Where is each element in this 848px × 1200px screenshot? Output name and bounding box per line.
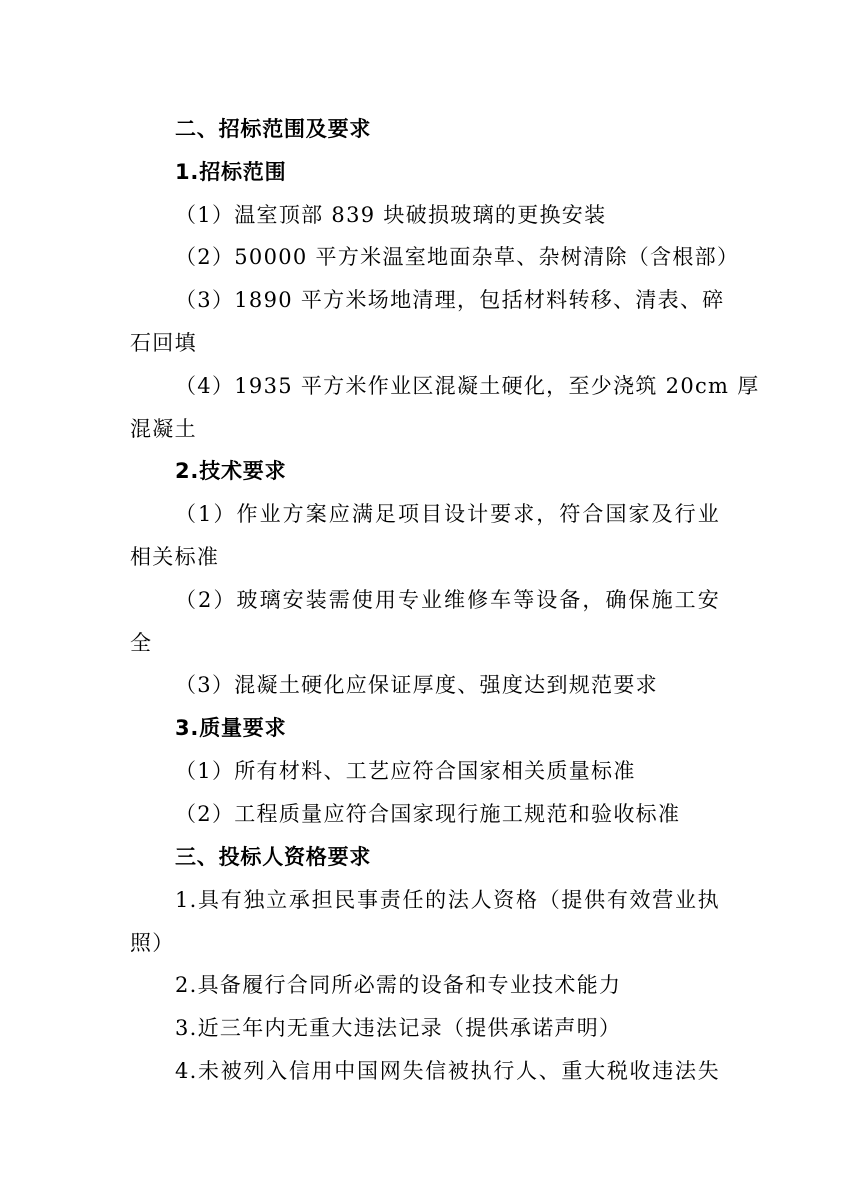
- qualification-item-3: 3.近三年内无重大违法记录（提供承诺声明）: [175, 1016, 622, 1040]
- tech-item-2-line-1: （2）玻璃安装需使用专业维修车等设备，确保施工安: [175, 588, 720, 612]
- tech-item-2-line-2: 全: [130, 631, 153, 655]
- qualification-item-1-line-1: 1.具有独立承担民事责任的法人资格（提供有效营业执: [175, 888, 720, 912]
- qualification-item-2: 2.具备履行合同所必需的设备和专业技术能力: [175, 973, 622, 997]
- qualification-item-1-line-2: 照）: [130, 931, 175, 955]
- scope-item-4-line-1: （4）1935 平方米作业区混凝土硬化，至少浇筑 20cm 厚: [175, 374, 760, 398]
- qualification-item-4-line-1: 4.未被列入信用中国网失信被执行人、重大税收违法失: [175, 1059, 720, 1083]
- scope-item-3-line-1: （3）1890 平方米场地清理，包括材料转移、清表、碎: [175, 288, 725, 312]
- tech-item-1-line-1: （1）作业方案应满足项目设计要求，符合国家及行业: [175, 502, 720, 526]
- subsection-2-2-title: 2.技术要求: [175, 459, 287, 483]
- scope-item-1: （1）温室顶部 839 块破损玻璃的更换安装: [175, 203, 607, 227]
- scope-item-2: （2）50000 平方米温室地面杂草、杂树清除（含根部）: [175, 245, 740, 269]
- scope-item-3-line-2: 石回填: [130, 331, 197, 355]
- tech-item-1-line-2: 相关标准: [130, 545, 220, 569]
- section-2-title: 二、招标范围及要求: [175, 117, 372, 141]
- scope-item-4-line-2: 混凝土: [130, 417, 197, 441]
- section-3-title: 三、投标人资格要求: [175, 845, 372, 869]
- quality-item-1: （1）所有材料、工艺应符合国家相关质量标准: [175, 759, 636, 783]
- subsection-2-3-title: 3.质量要求: [175, 716, 287, 740]
- quality-item-2: （2）工程质量应符合国家现行施工规范和验收标准: [175, 802, 681, 826]
- subsection-2-1-title: 1.招标范围: [175, 160, 287, 184]
- tech-item-3: （3）混凝土硬化应保证厚度、强度达到规范要求: [175, 673, 658, 697]
